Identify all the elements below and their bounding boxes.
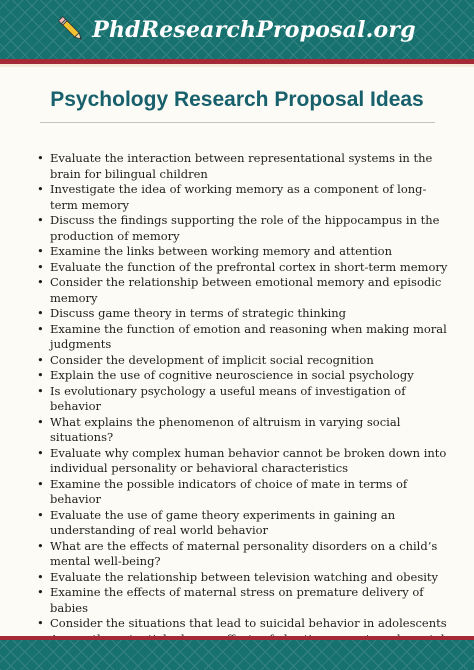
- list-item: • What are the effects of maternal personality disorders on a child’s mental well-being?: [50, 539, 450, 570]
- list-item: • Is evolutionary psychology a useful means of investigation of behavior: [50, 384, 450, 415]
- pencil-icon: [58, 16, 86, 44]
- list-item: • Discuss the findings supporting the role of the hippocampus in the production of memory: [50, 213, 450, 244]
- list-item: • Explain the use of cognitive neuroscience in social psychology: [50, 368, 450, 384]
- site-name: PhdResearchProposal.org: [92, 16, 416, 43]
- list-item: • Consider the situations that lead to suicidal behavior in adolescents: [50, 616, 450, 632]
- list-item: • Evaluate the interaction between representational systems in the brain for bilingual children: [50, 151, 450, 182]
- header-divider-cream: [0, 64, 474, 67]
- list-item: • Examine the possible indicators of choice of mate in terms of behavior: [50, 477, 450, 508]
- list-item: • Consider the development of implicit social recognition: [50, 353, 450, 369]
- list-item: • Examine the links between working memory and attention: [50, 244, 450, 260]
- list-item: • Discuss game theory in terms of strategic thinking: [50, 306, 450, 322]
- ideas-list: [50, 151, 450, 663]
- list-item: • Evaluate the use of game theory experiments in gaining an understanding of real world behavior: [50, 508, 450, 539]
- footer-banner: [0, 640, 474, 670]
- list-item: • What explains the phenomenon of altruism in varying social situations?: [50, 415, 450, 446]
- list-item: • Examine the function of emotion and reasoning when making moral judgments: [50, 322, 450, 353]
- list-item: • Consider the relationship between emotional memory and episodic memory: [50, 275, 450, 306]
- site-logo[interactable]: [0, 0, 474, 59]
- header-banner: [0, 0, 474, 59]
- list-item: • Evaluate the relationship between television watching and obesity: [50, 570, 450, 586]
- list-item: • Investigate the idea of working memory as a component of long-term memory: [50, 182, 450, 213]
- list-item: • Examine the effects of maternal stress on premature delivery of babies: [50, 585, 450, 616]
- list-item: • Evaluate the function of the prefrontal cortex in short-term memory: [50, 260, 450, 276]
- list-item: • Evaluate why complex human behavior cannot be broken down into individual personality or behavioral characteristics: [50, 446, 450, 477]
- page-title: Psychology Research Proposal Ideas: [50, 88, 424, 111]
- footer-pattern: [0, 640, 474, 670]
- title-underline-divider: [40, 122, 435, 123]
